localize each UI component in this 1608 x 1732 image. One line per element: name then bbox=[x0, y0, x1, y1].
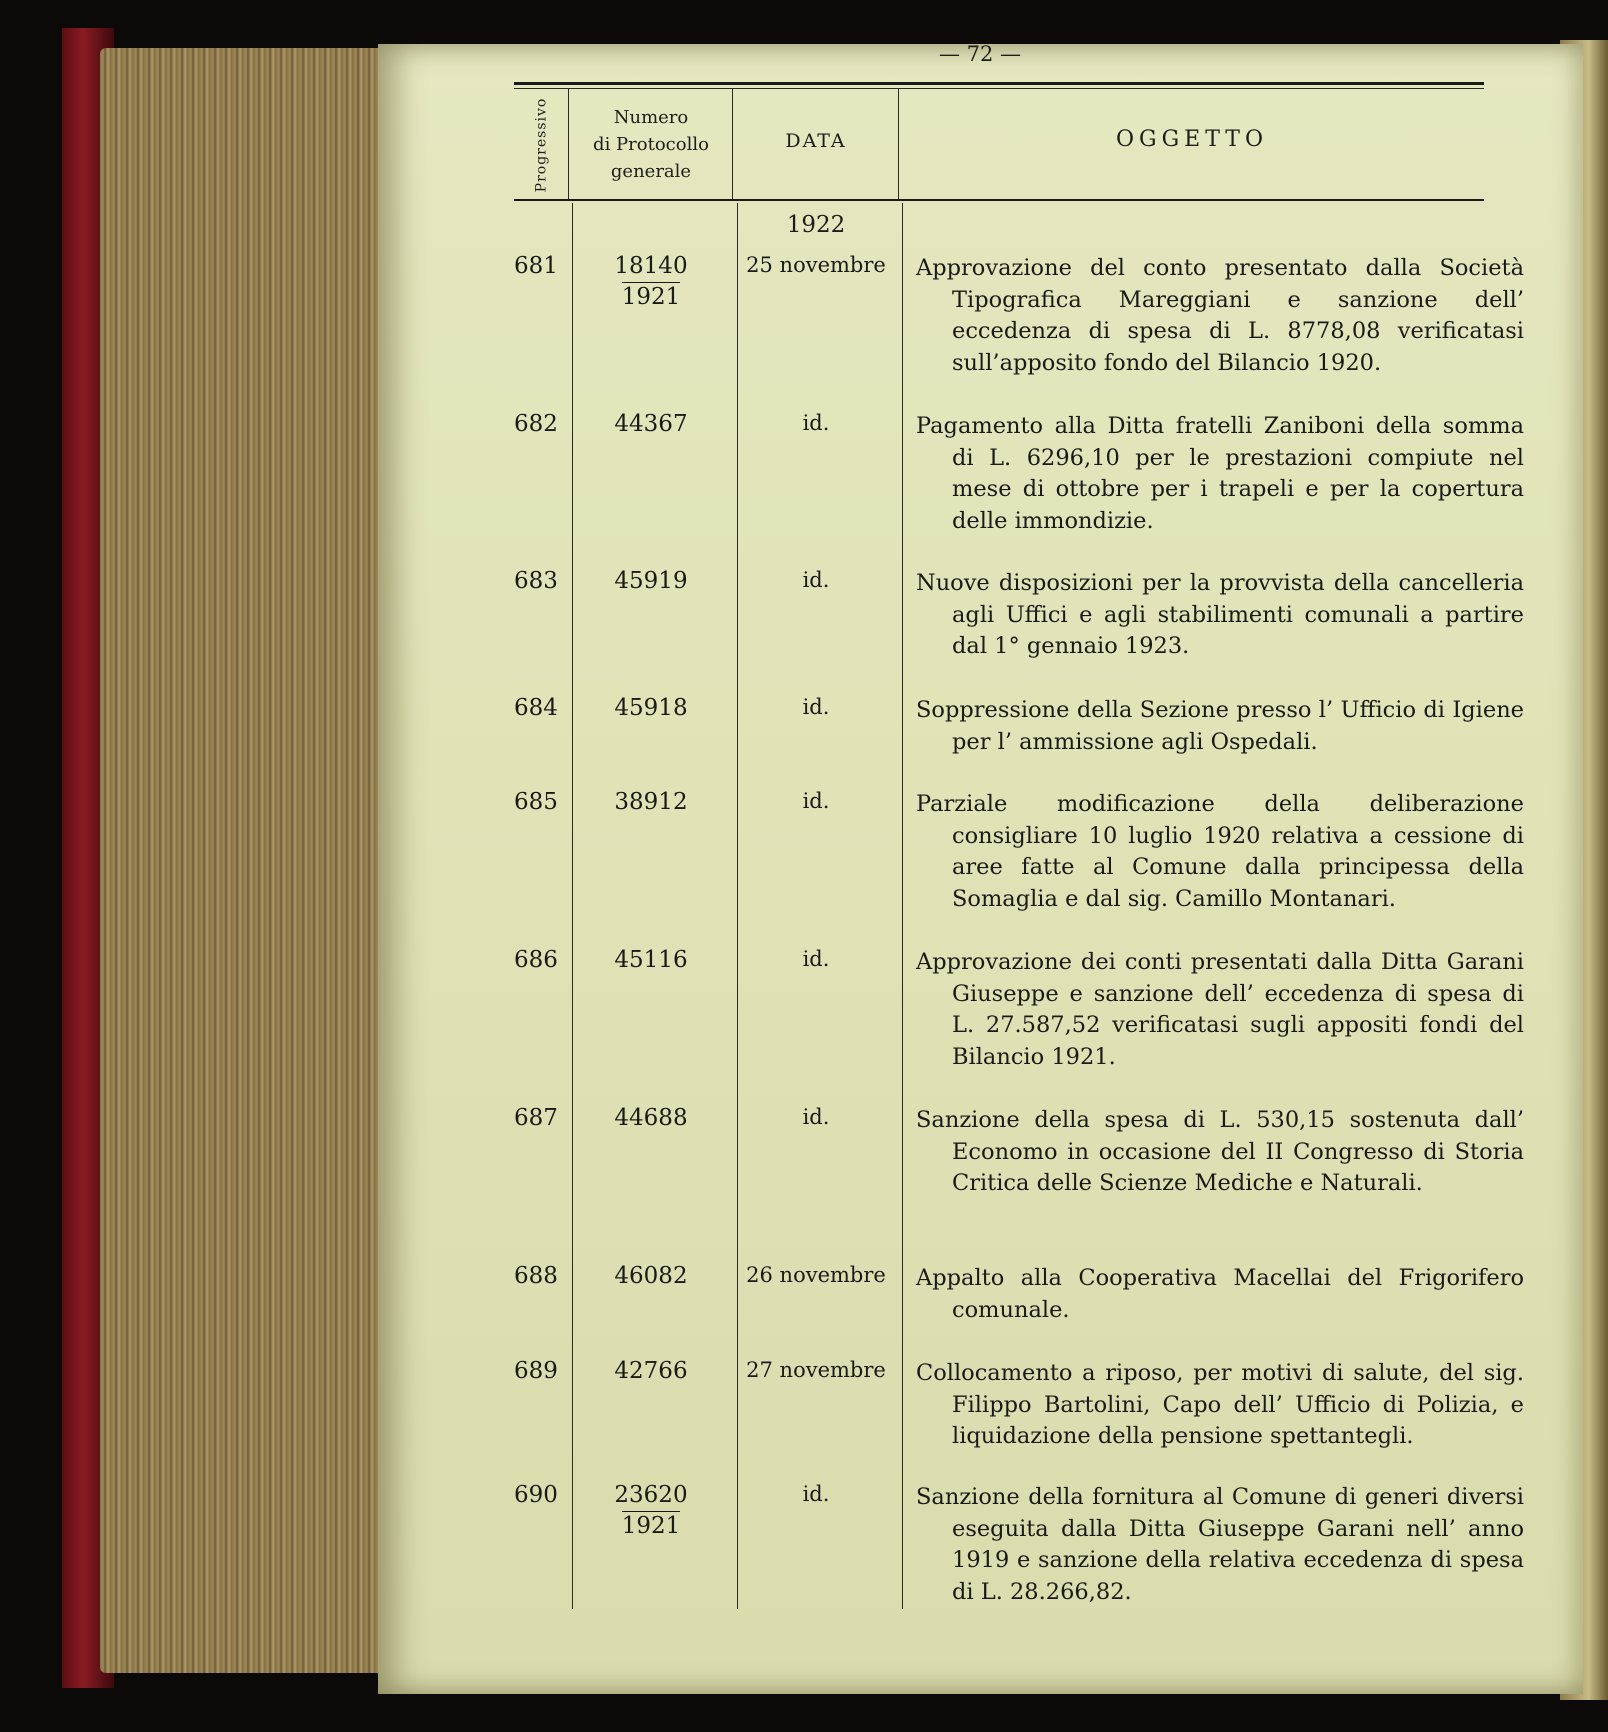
entry-protocollo: 46082 bbox=[614, 1263, 688, 1289]
entry-protocollo: 45919 bbox=[614, 568, 688, 594]
header-progressivo: Progressivo bbox=[533, 97, 550, 193]
entry-protocollo: 38912 bbox=[614, 789, 688, 815]
entry-protocollo: 45918 bbox=[614, 695, 688, 721]
entry-data: id. bbox=[802, 1105, 830, 1129]
header-divider bbox=[732, 89, 733, 199]
entry-data: id. bbox=[802, 1482, 830, 1506]
entry-oggetto: Sanzione della spesa di L. 530,15 sostenuta dall’ Economo in occasione del II Congresso di Storia Critica delle Scienze Mediche e Naturali. bbox=[916, 1107, 1524, 1196]
entry-progressivo: 685 bbox=[514, 789, 558, 815]
entry-oggetto: Sanzione della fornitura al Comune di generi diversi eseguita dalla Ditta Giuseppe Garani nell’ anno 1919 e sanzione della relativa eccedenza di spesa di L. 28.266,82. bbox=[916, 1484, 1524, 1605]
entry-oggetto: Appalto alla Cooperativa Macellai del Frigorifero comunale. bbox=[916, 1265, 1524, 1323]
entry-protocollo: $\frac{18140}{1921}$ bbox=[614, 253, 688, 310]
entry-oggetto: Approvazione del conto presentato dalla Società Tipografica Mareggiani e sanzione dell’ eccedenza di spesa di L. 8778,08 verificatasi sull’apposito fondo del Bilancio 1920. bbox=[916, 255, 1524, 376]
entry-progressivo: 687 bbox=[514, 1105, 558, 1131]
entry-progressivo: 682 bbox=[514, 411, 558, 437]
page-edges bbox=[100, 48, 385, 1673]
entry-protocollo: 44367 bbox=[614, 411, 688, 437]
header-divider bbox=[898, 89, 899, 199]
header-numero-protocollo: Numero di Protocollo generale bbox=[593, 107, 709, 182]
entry-data: 26 novembre bbox=[746, 1263, 886, 1287]
header-divider bbox=[568, 89, 569, 199]
entry-progressivo: 689 bbox=[514, 1358, 558, 1384]
entry-data: 27 novembre bbox=[746, 1358, 886, 1382]
header-rule bbox=[514, 199, 1484, 201]
entry-oggetto: Soppressione della Sezione presso l’ Ufficio di Igiene per l’ ammissione agli Ospedali. bbox=[916, 697, 1524, 755]
entry-data: id. bbox=[802, 411, 830, 435]
header-data: DATA bbox=[785, 130, 847, 152]
entry-protocollo: 45116 bbox=[614, 947, 688, 973]
entry-progressivo: 690 bbox=[514, 1482, 558, 1508]
page-number: — 72 — bbox=[938, 42, 1022, 66]
entry-oggetto: Nuove disposizioni per la provvista della cancelleria agli Uffici e agli stabilimenti comunali a partire dal 1° gennaio 1923. bbox=[916, 570, 1524, 659]
column-divider bbox=[902, 203, 903, 1609]
entry-oggetto: Pagamento alla Ditta fratelli Zaniboni della somma di L. 6296,10 per le prestazioni compiute nel mese di ottobre per i trapeli e per la copertura delle immondizie. bbox=[916, 413, 1524, 534]
entry-data: id. bbox=[802, 568, 830, 592]
entry-data: 25 novembre bbox=[746, 253, 886, 277]
entry-data: id. bbox=[802, 789, 830, 813]
top-rule-thin bbox=[514, 88, 1484, 89]
year-label: 1922 bbox=[786, 212, 846, 238]
entry-protocollo: 44688 bbox=[614, 1105, 688, 1131]
entry-progressivo: 684 bbox=[514, 695, 558, 721]
entry-progressivo: 686 bbox=[514, 947, 558, 973]
entry-protocollo: 42766 bbox=[614, 1358, 688, 1384]
entry-data: id. bbox=[802, 947, 830, 971]
entry-progressivo: 688 bbox=[514, 1263, 558, 1289]
entry-oggetto: Collocamento a riposo, per motivi di salute, del sig. Filippo Bartolini, Capo dell’ Ufficio di Polizia, e liquidazione della pensione spettantegli. bbox=[916, 1360, 1524, 1449]
entry-data: id. bbox=[802, 695, 830, 719]
entry-oggetto: Parziale modificazione della deliberazione consigliare 10 luglio 1920 relativa a cessione di aree fatte al Comune dalla principessa della Somaglia e dal sig. Camillo Montanari. bbox=[916, 791, 1524, 912]
entry-progressivo: 681 bbox=[514, 253, 558, 279]
entry-protocollo: $\frac{23620}{1921}$ bbox=[614, 1482, 688, 1539]
header-oggetto: OGGETTO bbox=[1115, 127, 1269, 152]
top-rule bbox=[514, 82, 1484, 85]
entry-oggetto: Approvazione dei conti presentati dalla Ditta Garani Giuseppe e sanzione dell’ eccedenza di spesa di L. 27.587,52 verificatasi sugli appositi fondi del Bilancio 1921. bbox=[916, 949, 1524, 1070]
entry-progressivo: 683 bbox=[514, 568, 558, 594]
